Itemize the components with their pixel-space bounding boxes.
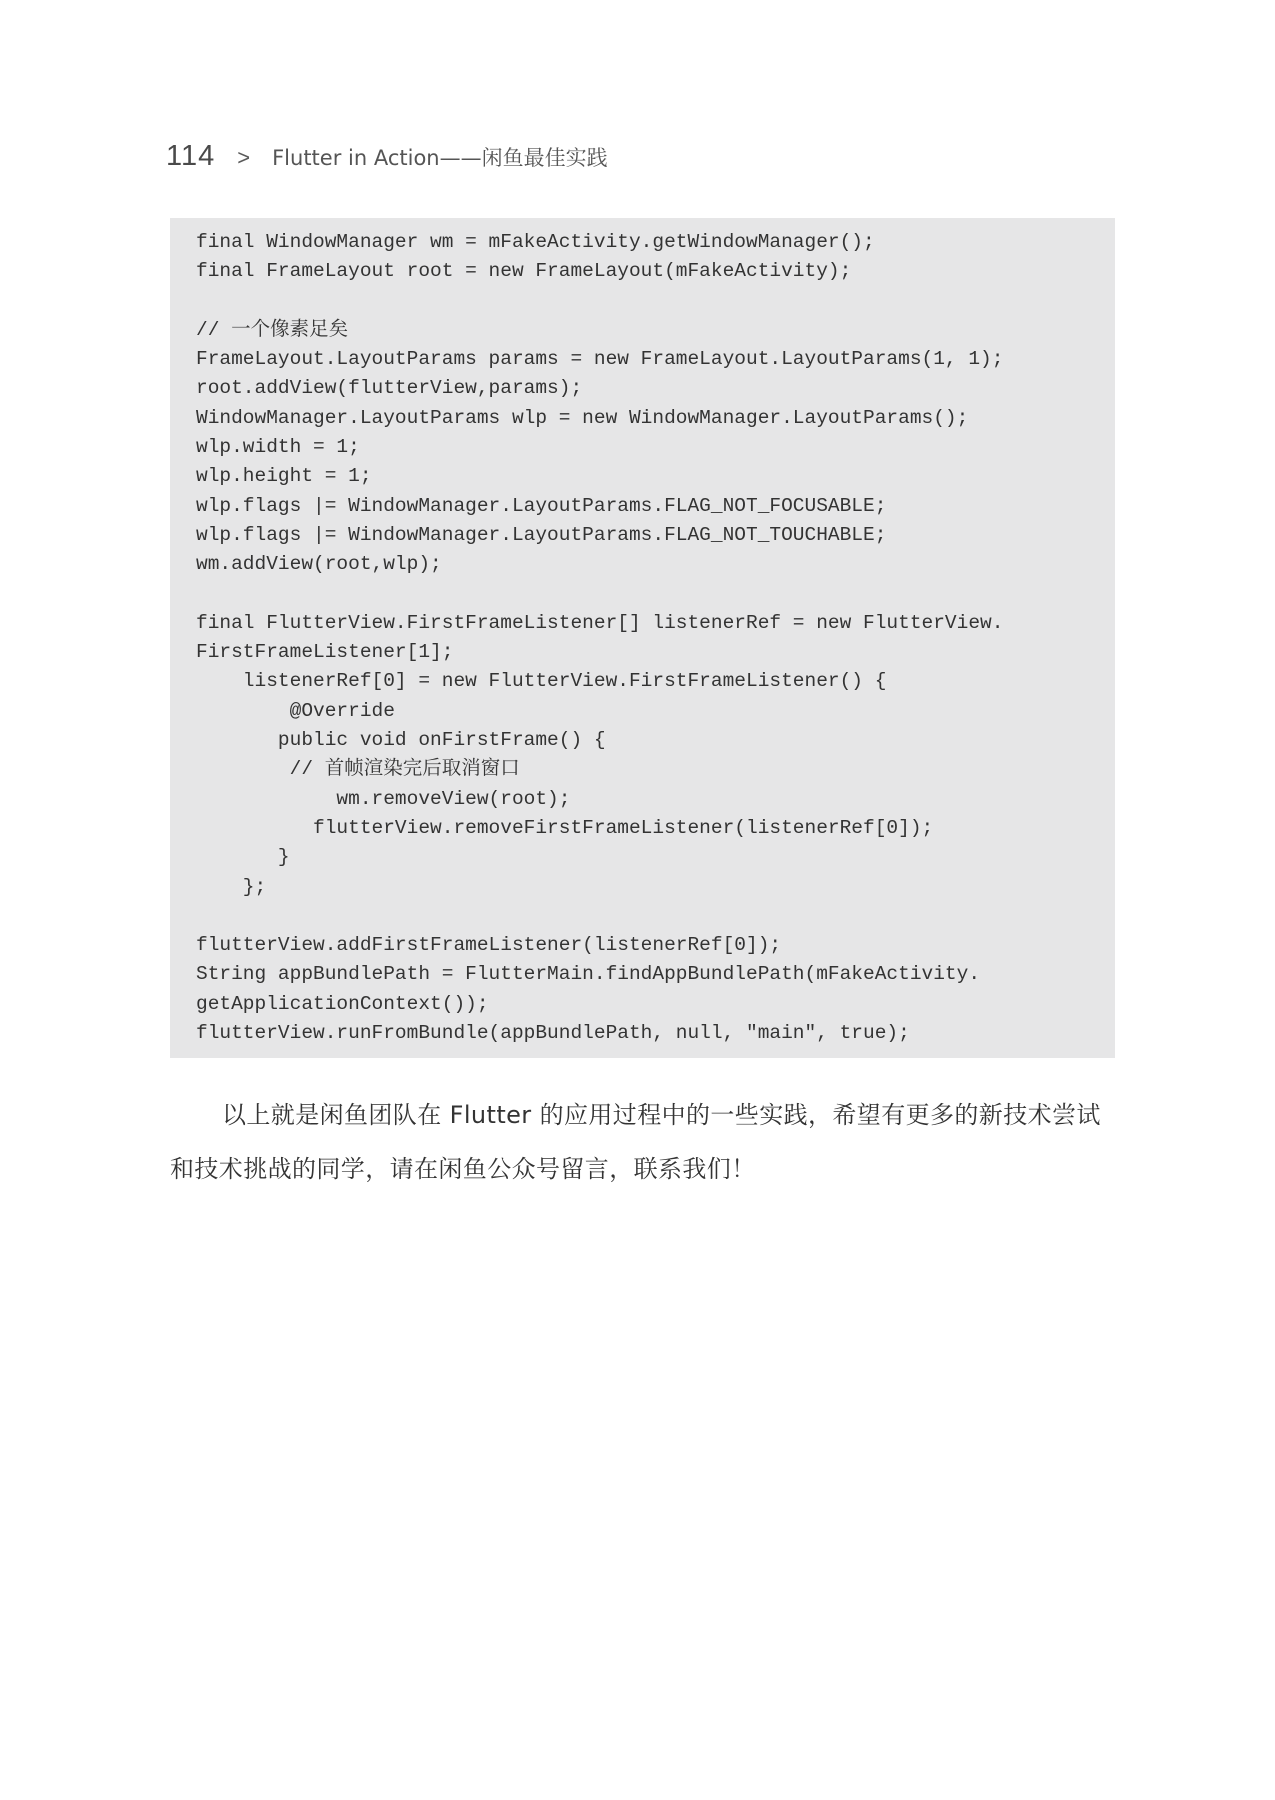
code-line [196, 287, 1115, 316]
page-header [166, 140, 608, 173]
code-line: root.addView(flutterView,params); [196, 377, 583, 400]
header-separator: > [237, 145, 251, 170]
code-line: wlp.flags |= WindowManager.LayoutParams.FLAG_NOT_TOUCHABLE; [196, 523, 887, 546]
code-line: public void onFirstFrame() { [196, 729, 606, 752]
code-line: @Override [196, 699, 395, 722]
code-line: listenerRef[0] = new FlutterView.FirstFrameListener() { [196, 670, 887, 693]
code-comment: // 首帧渲染完后取消窗口 [196, 758, 520, 781]
code-line: wm.removeView(root); [196, 787, 571, 810]
code-line: final FrameLayout root = new FrameLayout(mFakeActivity); [196, 260, 852, 283]
code-comment: // 一个像素足矣 [196, 318, 349, 341]
code-line: FirstFrameListener[1]; [196, 641, 454, 664]
book-title: Flutter in Action——闲鱼最佳实践 [272, 146, 608, 170]
body-paragraph: 以上就是闲鱼团队在 Flutter 的应用过程中的一些实践，希望有更多的新技术尝试和技术挑战的同学，请在闲鱼公众号留言，联系我们！ [170, 1101, 1101, 1183]
code-line: final WindowManager wm = mFakeActivity.getWindowManager(); [196, 231, 875, 253]
code-line: getApplicationContext()); [196, 992, 489, 1015]
code-line: flutterView.runFromBundle(appBundlePath, null, "main", true); [196, 1022, 910, 1045]
code-line: }; [196, 875, 267, 898]
code-line: flutterView.addFirstFrameListener(listenerRef[0]); [196, 934, 782, 957]
code-line: flutterView.removeFirstFrameListener(listenerRef[0]); [196, 816, 934, 839]
code-line: WindowManager.LayoutParams wlp = new WindowManager.LayoutParams(); [196, 406, 969, 429]
code-line [196, 580, 1115, 609]
page-number: 114 [166, 140, 216, 172]
code-block [170, 218, 1115, 1058]
code-line: } [196, 846, 290, 869]
code-line: wlp.height = 1; [196, 465, 372, 488]
code-line: String appBundlePath = FlutterMain.findAppBundlePath(mFakeActivity. [196, 963, 981, 986]
code-line: wm.addView(root,wlp); [196, 553, 442, 576]
code-line: wlp.width = 1; [196, 436, 360, 459]
code-line: FrameLayout.LayoutParams params = new FrameLayout.LayoutParams(1, 1); [196, 348, 1004, 371]
code-line [196, 902, 1115, 931]
code-line: final FlutterView.FirstFrameListener[] listenerRef = new FlutterView. [196, 611, 1004, 634]
code-line: wlp.flags |= WindowManager.LayoutParams.FLAG_NOT_FOCUSABLE; [196, 494, 887, 517]
